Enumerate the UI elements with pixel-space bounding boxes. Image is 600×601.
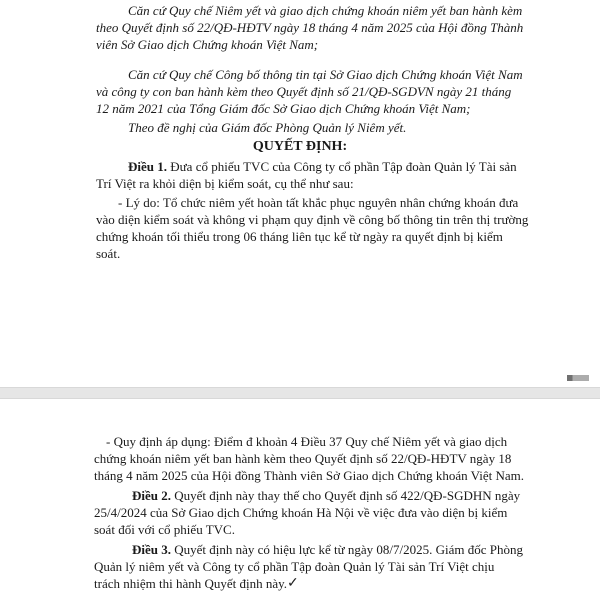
article-3-line-3 xyxy=(94,575,299,592)
article-2-line-3: soát đối với cổ phiếu TVC. xyxy=(94,522,235,537)
article-3-line-2: Quản lý niêm yết và Công ty cổ phần Tập đoàn Quản lý Tài sản Trí Việt chịu xyxy=(94,559,495,574)
preamble-2-line-1: Căn cứ Quy chế Công bố thông tin tại Sở Giao dịch Chứng khoán Việt Nam xyxy=(128,67,523,82)
preamble-2-line-2: và công ty con ban hành kèm theo Quyết định số 21/QĐ-SGDVN ngày 21 tháng xyxy=(96,84,512,99)
preamble-1-line-1: Căn cứ Quy chế Niêm yết và giao dịch chứng khoán niêm yết ban hành kèm xyxy=(128,3,523,18)
decision-title: QUYẾT ĐỊNH: xyxy=(252,139,348,154)
applied-rule-line-3: tháng 4 năm 2025 của Hội đồng Thành viên Sở Giao dịch Chứng khoán Việt Nam. xyxy=(94,468,525,483)
article-1-line-1 xyxy=(128,158,517,175)
preamble-2-line-3: 12 năm 2021 của Tổng Giám đốc Sở Giao dịch Chứng khoán Việt Nam; xyxy=(96,101,471,116)
article-2-label: Điều 2. xyxy=(132,488,171,503)
article-1-text: Đưa cổ phiếu TVC của Công ty cổ phần Tập đoàn Quản lý Tài sản xyxy=(167,159,517,174)
preamble-1-line-2: theo Quyết định số 22/QĐ-HĐTV ngày 18 tháng 4 năm 2025 của Hội đồng Thành xyxy=(96,20,524,35)
article-3-text: Quyết định này có hiệu lực kể từ ngày 08/7/2025. Giám đốc Phòng xyxy=(171,542,524,557)
article-1-label: Điều 1. xyxy=(128,159,167,174)
applied-rule-line-1: - Quy định áp dụng: Điểm đ khoản 4 Điều 37 Quy chế Niêm yết và giao dịch xyxy=(106,434,508,449)
preamble-1-line-3: viên Sở Giao dịch Chứng khoán Việt Nam; xyxy=(96,37,319,52)
page-corner-mark xyxy=(567,375,589,381)
article-1-line-2: Trí Việt ra khỏi diện bị kiểm soát, cụ thể như sau: xyxy=(96,176,354,191)
preamble-3-line-1: Theo đề nghị của Giám đốc Phòng Quản lý Niêm yết. xyxy=(128,120,407,135)
reason-line-1: - Lý do: Tổ chức niêm yết hoàn tất khắc phục nguyên nhân chứng khoán đưa xyxy=(118,195,519,210)
reason-line-3: chứng khoán tối thiểu trong 06 tháng liên tục kể từ ngày ra quyết định bị kiểm xyxy=(96,229,503,244)
article-2-line-2: 25/4/2024 của Sở Giao dịch Chứng khoán Hà Nội về việc đưa vào diện bị kiểm xyxy=(94,505,508,520)
page-gap xyxy=(0,388,600,398)
article-3-line-3-text: trách nhiệm thi hành Quyết định này. xyxy=(94,576,288,591)
document-page-bottom xyxy=(0,398,600,601)
article-2-line-1 xyxy=(132,487,520,504)
reason-line-4: soát. xyxy=(96,246,121,261)
handwritten-tick-icon: ✓ xyxy=(287,576,299,591)
article-3-line-1 xyxy=(132,541,523,558)
reason-line-2: vào diện kiểm soát và không vi phạm quy định về công bố thông tin trên thị trường xyxy=(96,212,529,227)
applied-rule-line-2: chứng khoán niêm yết ban hành kèm theo Quyết định số 22/QĐ-HĐTV ngày 18 xyxy=(94,451,512,466)
article-2-text: Quyết định này thay thế cho Quyết định số 422/QĐ-SGDHN ngày xyxy=(171,488,521,503)
article-3-label: Điều 3. xyxy=(132,542,171,557)
